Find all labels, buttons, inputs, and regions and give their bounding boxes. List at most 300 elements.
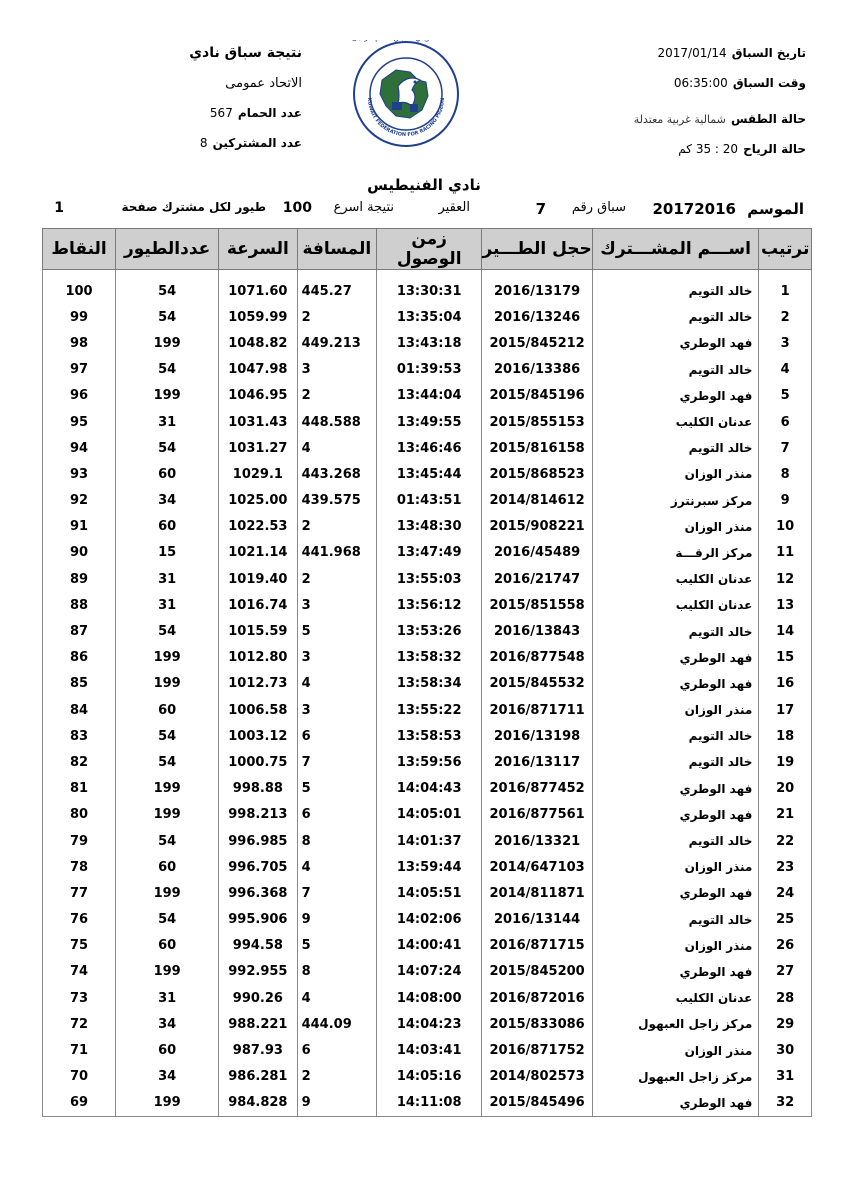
results-body (43, 270, 812, 1117)
weather-label: حالة الطقس (730, 112, 806, 126)
cell-birds: 60 (116, 514, 219, 540)
cell-name: فهد الوطري (592, 383, 758, 409)
cell-name: عدنان الكليب (592, 592, 758, 618)
race-date-line (546, 42, 806, 72)
cell-name: فهد الوطري (592, 880, 758, 906)
cell-name: خالد التويم (592, 828, 758, 854)
cell-speed: 1022.53 (219, 514, 297, 540)
cell-distance: 6 (297, 802, 376, 828)
cell-name: فهد الوطري (592, 671, 758, 697)
cell-distance: 9 (297, 1090, 376, 1117)
cell-name: خالد التويم (592, 357, 758, 383)
fastest-count: 100 (282, 200, 312, 216)
cell-name: خالد التويم (592, 618, 758, 644)
cell-points: 88 (43, 592, 116, 618)
cell-rank: 17 (759, 697, 812, 723)
cell-rank: 31 (759, 1064, 812, 1090)
cell-birds: 31 (116, 592, 219, 618)
cell-arrival: 13:44:04 (377, 383, 482, 409)
table-row (43, 618, 812, 644)
cell-points: 89 (43, 566, 116, 592)
cell-ring: 2015/855153 (482, 409, 593, 435)
result-info-block (42, 42, 302, 162)
cell-distance: 3 (297, 592, 376, 618)
season-row (42, 200, 804, 224)
cell-birds: 54 (116, 304, 219, 330)
cell-rank: 6 (759, 409, 812, 435)
race-time: 06:35:00 (673, 76, 728, 90)
cell-points: 75 (43, 933, 116, 959)
cell-name: خالد التويم (592, 278, 758, 304)
pigeons-label: عدد الحمام (237, 106, 302, 120)
cell-birds: 54 (116, 828, 219, 854)
cell-points: 82 (43, 749, 116, 775)
pigeons-line (42, 102, 302, 132)
header-arrival: زمن الوصول (377, 229, 482, 270)
cell-points: 98 (43, 330, 116, 356)
spacer-row (43, 270, 812, 279)
cell-birds: 199 (116, 1090, 219, 1117)
header-rank: ترتيب (759, 229, 812, 270)
cell-distance: 5 (297, 618, 376, 644)
cell-birds: 199 (116, 671, 219, 697)
cell-speed: 1031.43 (219, 409, 297, 435)
cell-name: فهد الوطري (592, 776, 758, 802)
cell-ring: 2014/802573 (482, 1064, 593, 1090)
cell-speed: 1025.00 (219, 488, 297, 514)
cell-arrival: 13:47:49 (377, 540, 482, 566)
cell-points: 77 (43, 880, 116, 906)
header-points: النقاط (43, 229, 116, 270)
cell-ring: 2015/908221 (482, 514, 593, 540)
logo-emblem-icon (352, 40, 460, 148)
cell-arrival: 13:43:18 (377, 330, 482, 356)
cell-rank: 24 (759, 880, 812, 906)
cell-rank: 30 (759, 1037, 812, 1063)
cell-speed: 1003.12 (219, 723, 297, 749)
table-row (43, 854, 812, 880)
cell-distance: 5 (297, 933, 376, 959)
cell-arrival: 01:39:53 (377, 357, 482, 383)
cell-points: 73 (43, 985, 116, 1011)
cell-arrival: 13:46:46 (377, 435, 482, 461)
cell-ring: 2016/877561 (482, 802, 593, 828)
table-header-row (43, 229, 812, 270)
cell-points: 70 (43, 1064, 116, 1090)
table-row (43, 933, 812, 959)
header-distance: المسافة (297, 229, 376, 270)
cell-arrival: 13:58:32 (377, 645, 482, 671)
table-row (43, 802, 812, 828)
table-row (43, 880, 812, 906)
page-number: 1 (54, 200, 64, 216)
federation: الاتحاد عمومى (225, 76, 302, 91)
cell-ring: 2016/877452 (482, 776, 593, 802)
cell-birds: 31 (116, 985, 219, 1011)
logo-arabic-text (352, 40, 460, 42)
cell-speed: 1012.73 (219, 671, 297, 697)
cell-rank: 14 (759, 618, 812, 644)
cell-birds: 31 (116, 566, 219, 592)
cell-speed: 1059.99 (219, 304, 297, 330)
cell-arrival: 13:56:12 (377, 592, 482, 618)
cell-ring: 2016/871715 (482, 933, 593, 959)
table-row (43, 749, 812, 775)
table-row (43, 383, 812, 409)
cell-distance: 2 (297, 1064, 376, 1090)
cell-arrival: 14:05:16 (377, 1064, 482, 1090)
release-point: العقير (438, 200, 470, 215)
cell-birds: 199 (116, 959, 219, 985)
table-row (43, 409, 812, 435)
cell-ring: 2016/13386 (482, 357, 593, 383)
cell-birds: 60 (116, 854, 219, 880)
cell-speed: 995.906 (219, 907, 297, 933)
cell-ring: 2016/877548 (482, 645, 593, 671)
cell-arrival: 14:01:37 (377, 828, 482, 854)
cell-speed: 998.88 (219, 776, 297, 802)
cell-arrival: 14:11:08 (377, 1090, 482, 1117)
cell-rank: 22 (759, 828, 812, 854)
table-row (43, 461, 812, 487)
cell-ring: 2016/13246 (482, 304, 593, 330)
cell-speed: 992.955 (219, 959, 297, 985)
results-table (42, 228, 812, 1117)
cell-speed: 996.368 (219, 880, 297, 906)
cell-distance: 5 (297, 776, 376, 802)
cell-speed: 994.58 (219, 933, 297, 959)
cell-ring: 2016/871752 (482, 1037, 593, 1063)
cell-speed: 984.828 (219, 1090, 297, 1117)
cell-ring: 2016/13321 (482, 828, 593, 854)
cell-ring: 2016/872016 (482, 985, 593, 1011)
cell-arrival: 01:43:51 (377, 488, 482, 514)
header-ring: حجل الطـــير (482, 229, 593, 270)
cell-ring: 2016/13117 (482, 749, 593, 775)
cell-speed: 1015.59 (219, 618, 297, 644)
table-row (43, 723, 812, 749)
cell-arrival: 13:49:55 (377, 409, 482, 435)
weather-line (546, 108, 806, 138)
cell-name: عدنان الكليب (592, 409, 758, 435)
cell-speed: 1046.95 (219, 383, 297, 409)
race-number: 7 (535, 200, 546, 218)
cell-speed: 1029.1 (219, 461, 297, 487)
cell-distance: 8 (297, 828, 376, 854)
table-row (43, 592, 812, 618)
cell-ring: 2016/45489 (482, 540, 593, 566)
cell-name: مركز زاجل العبهول (592, 1064, 758, 1090)
cell-arrival: 13:55:03 (377, 566, 482, 592)
season-label: الموسم (747, 200, 804, 218)
cell-ring: 2015/845496 (482, 1090, 593, 1117)
header-name: اســـم المشـــترك (592, 229, 758, 270)
cell-distance: 9 (297, 907, 376, 933)
cell-name: فهد الوطري (592, 959, 758, 985)
result-title-line (42, 42, 302, 72)
cell-name: فهد الوطري (592, 330, 758, 356)
cell-ring: 2014/811871 (482, 880, 593, 906)
cell-rank: 19 (759, 749, 812, 775)
cell-speed: 1048.82 (219, 330, 297, 356)
cell-birds: 34 (116, 488, 219, 514)
cell-ring: 2016/21747 (482, 566, 593, 592)
weather-value: شمالية غربية معتدلة (633, 113, 726, 126)
cell-points: 84 (43, 697, 116, 723)
cell-points: 95 (43, 409, 116, 435)
cell-points: 100 (43, 278, 116, 304)
table-row (43, 435, 812, 461)
cell-rank: 15 (759, 645, 812, 671)
cell-rank: 11 (759, 540, 812, 566)
cell-rank: 9 (759, 488, 812, 514)
table-row (43, 1064, 812, 1090)
cell-name: فهد الوطري (592, 802, 758, 828)
cell-rank: 3 (759, 330, 812, 356)
table-row (43, 1011, 812, 1037)
table-row (43, 907, 812, 933)
cell-distance: 2 (297, 566, 376, 592)
cell-speed: 998.213 (219, 802, 297, 828)
race-date-label: تاريخ السباق (731, 46, 806, 60)
cell-name: مركز سبرنترز (592, 488, 758, 514)
cell-distance: 441.968 (297, 540, 376, 566)
cell-points: 83 (43, 723, 116, 749)
cell-ring: 2015/845212 (482, 330, 593, 356)
cell-arrival: 14:07:24 (377, 959, 482, 985)
cell-rank: 13 (759, 592, 812, 618)
cell-points: 97 (43, 357, 116, 383)
cell-name: منذر الوزان (592, 697, 758, 723)
cell-points: 81 (43, 776, 116, 802)
cell-name: خالد التويم (592, 907, 758, 933)
cell-ring: 2016/13144 (482, 907, 593, 933)
cell-arrival: 13:55:22 (377, 697, 482, 723)
cell-ring: 2015/833086 (482, 1011, 593, 1037)
cell-birds: 34 (116, 1011, 219, 1037)
cell-distance: 4 (297, 985, 376, 1011)
cell-birds: 199 (116, 383, 219, 409)
header-birds: عددالطيور (116, 229, 219, 270)
cell-birds: 60 (116, 933, 219, 959)
cell-rank: 32 (759, 1090, 812, 1117)
cell-rank: 5 (759, 383, 812, 409)
cell-speed: 996.985 (219, 828, 297, 854)
cell-rank: 2 (759, 304, 812, 330)
cell-name: منذر الوزان (592, 461, 758, 487)
cell-arrival: 13:58:34 (377, 671, 482, 697)
cell-points: 90 (43, 540, 116, 566)
cell-speed: 990.26 (219, 985, 297, 1011)
cell-distance: 2 (297, 514, 376, 540)
cell-ring: 2014/647103 (482, 854, 593, 880)
cell-distance: 4 (297, 435, 376, 461)
cell-birds: 54 (116, 357, 219, 383)
cell-points: 76 (43, 907, 116, 933)
race-info-block (546, 42, 806, 162)
cell-distance: 448.588 (297, 409, 376, 435)
cell-speed: 1021.14 (219, 540, 297, 566)
cell-ring: 2016/13843 (482, 618, 593, 644)
cell-arrival: 13:35:04 (377, 304, 482, 330)
cell-birds: 60 (116, 697, 219, 723)
cell-points: 74 (43, 959, 116, 985)
cell-arrival: 14:00:41 (377, 933, 482, 959)
cell-rank: 20 (759, 776, 812, 802)
cell-birds: 31 (116, 409, 219, 435)
race-date: 2017/01/14 (657, 46, 727, 60)
table-row (43, 828, 812, 854)
cell-distance: 445.27 (297, 278, 376, 304)
cell-points: 94 (43, 435, 116, 461)
cell-speed: 1006.58 (219, 697, 297, 723)
cell-ring: 2015/845196 (482, 383, 593, 409)
cell-points: 86 (43, 645, 116, 671)
cell-ring: 2015/851558 (482, 592, 593, 618)
cell-rank: 10 (759, 514, 812, 540)
cell-ring: 2014/814612 (482, 488, 593, 514)
table-row (43, 776, 812, 802)
cell-ring: 2015/868523 (482, 461, 593, 487)
cell-points: 78 (43, 854, 116, 880)
table-row (43, 514, 812, 540)
cell-points: 79 (43, 828, 116, 854)
participants-label: عدد المشتركين (212, 136, 302, 150)
table-row (43, 985, 812, 1011)
result-label: نتيجة اسرع (333, 200, 394, 215)
cell-arrival: 13:58:53 (377, 723, 482, 749)
cell-ring: 2015/845200 (482, 959, 593, 985)
table-row (43, 697, 812, 723)
cell-distance: 444.09 (297, 1011, 376, 1037)
cell-points: 71 (43, 1037, 116, 1063)
cell-speed: 1012.80 (219, 645, 297, 671)
cell-ring: 2016/871711 (482, 697, 593, 723)
cell-rank: 27 (759, 959, 812, 985)
cell-points: 93 (43, 461, 116, 487)
cell-arrival: 14:03:41 (377, 1037, 482, 1063)
cell-arrival: 13:53:26 (377, 618, 482, 644)
cell-speed: 1031.27 (219, 435, 297, 461)
cell-distance: 4 (297, 854, 376, 880)
cell-birds: 15 (116, 540, 219, 566)
cell-distance: 8 (297, 959, 376, 985)
cell-arrival: 14:05:01 (377, 802, 482, 828)
cell-speed: 987.93 (219, 1037, 297, 1063)
table-row (43, 278, 812, 304)
cell-points: 87 (43, 618, 116, 644)
cell-distance: 7 (297, 880, 376, 906)
cell-name: مركز الرقـــة (592, 540, 758, 566)
cell-rank: 4 (759, 357, 812, 383)
cell-ring: 2016/13198 (482, 723, 593, 749)
cell-distance: 3 (297, 645, 376, 671)
participants-line (42, 132, 302, 162)
cell-rank: 1 (759, 278, 812, 304)
cell-points: 91 (43, 514, 116, 540)
cell-name: مركز زاجل العبهول (592, 1011, 758, 1037)
cell-name: منذر الوزان (592, 514, 758, 540)
table-row (43, 1090, 812, 1117)
cell-birds: 54 (116, 435, 219, 461)
cell-ring: 2015/845532 (482, 671, 593, 697)
cell-speed: 1016.74 (219, 592, 297, 618)
logo-english-text: KUWAIT FEDERATION FOR RACING PIGEON (365, 97, 447, 139)
cell-arrival: 14:08:00 (377, 985, 482, 1011)
cell-arrival: 14:05:51 (377, 880, 482, 906)
cell-birds: 34 (116, 1064, 219, 1090)
cell-distance: 3 (297, 697, 376, 723)
cell-name: فهد الوطري (592, 1090, 758, 1117)
cell-rank: 23 (759, 854, 812, 880)
cell-birds: 199 (116, 330, 219, 356)
cell-distance: 3 (297, 357, 376, 383)
cell-speed: 1000.75 (219, 749, 297, 775)
cell-distance: 7 (297, 749, 376, 775)
cell-distance: 443.268 (297, 461, 376, 487)
cell-points: 69 (43, 1090, 116, 1117)
cell-distance: 6 (297, 723, 376, 749)
cell-birds: 199 (116, 776, 219, 802)
cell-distance: 439.575 (297, 488, 376, 514)
cell-arrival: 13:59:44 (377, 854, 482, 880)
cell-name: خالد التويم (592, 749, 758, 775)
table-row (43, 645, 812, 671)
cell-name: عدنان الكليب (592, 566, 758, 592)
cell-name: منذر الوزان (592, 854, 758, 880)
wind-label: حالة الرياح (743, 142, 806, 156)
participants-count: 8 (199, 136, 208, 150)
wind-line (546, 138, 806, 168)
per-member-label: طيور لكل مشترك صفحة (121, 200, 266, 214)
cell-birds: 54 (116, 907, 219, 933)
cell-rank: 16 (759, 671, 812, 697)
cell-points: 72 (43, 1011, 116, 1037)
cell-points: 96 (43, 383, 116, 409)
table-row (43, 540, 812, 566)
cell-birds: 54 (116, 618, 219, 644)
race-number-label: سباق رقم (571, 200, 626, 215)
cell-arrival: 14:02:06 (377, 907, 482, 933)
cell-speed: 1047.98 (219, 357, 297, 383)
cell-points: 80 (43, 802, 116, 828)
cell-birds: 60 (116, 461, 219, 487)
table-row (43, 566, 812, 592)
cell-arrival: 14:04:43 (377, 776, 482, 802)
pigeons-count: 567 (209, 106, 233, 120)
cell-distance: 449.213 (297, 330, 376, 356)
cell-points: 99 (43, 304, 116, 330)
cell-rank: 29 (759, 1011, 812, 1037)
cell-birds: 199 (116, 645, 219, 671)
cell-rank: 21 (759, 802, 812, 828)
cell-distance: 2 (297, 383, 376, 409)
table-row (43, 1037, 812, 1063)
cell-birds: 54 (116, 723, 219, 749)
cell-ring: 2015/816158 (482, 435, 593, 461)
cell-name: خالد التويم (592, 304, 758, 330)
cell-speed: 988.221 (219, 1011, 297, 1037)
table-row (43, 671, 812, 697)
cell-birds: 54 (116, 278, 219, 304)
cell-birds: 199 (116, 802, 219, 828)
cell-rank: 12 (759, 566, 812, 592)
cell-arrival: 13:48:30 (377, 514, 482, 540)
cell-name: منذر الوزان (592, 933, 758, 959)
cell-name: منذر الوزان (592, 1037, 758, 1063)
table-row (43, 959, 812, 985)
cell-points: 92 (43, 488, 116, 514)
